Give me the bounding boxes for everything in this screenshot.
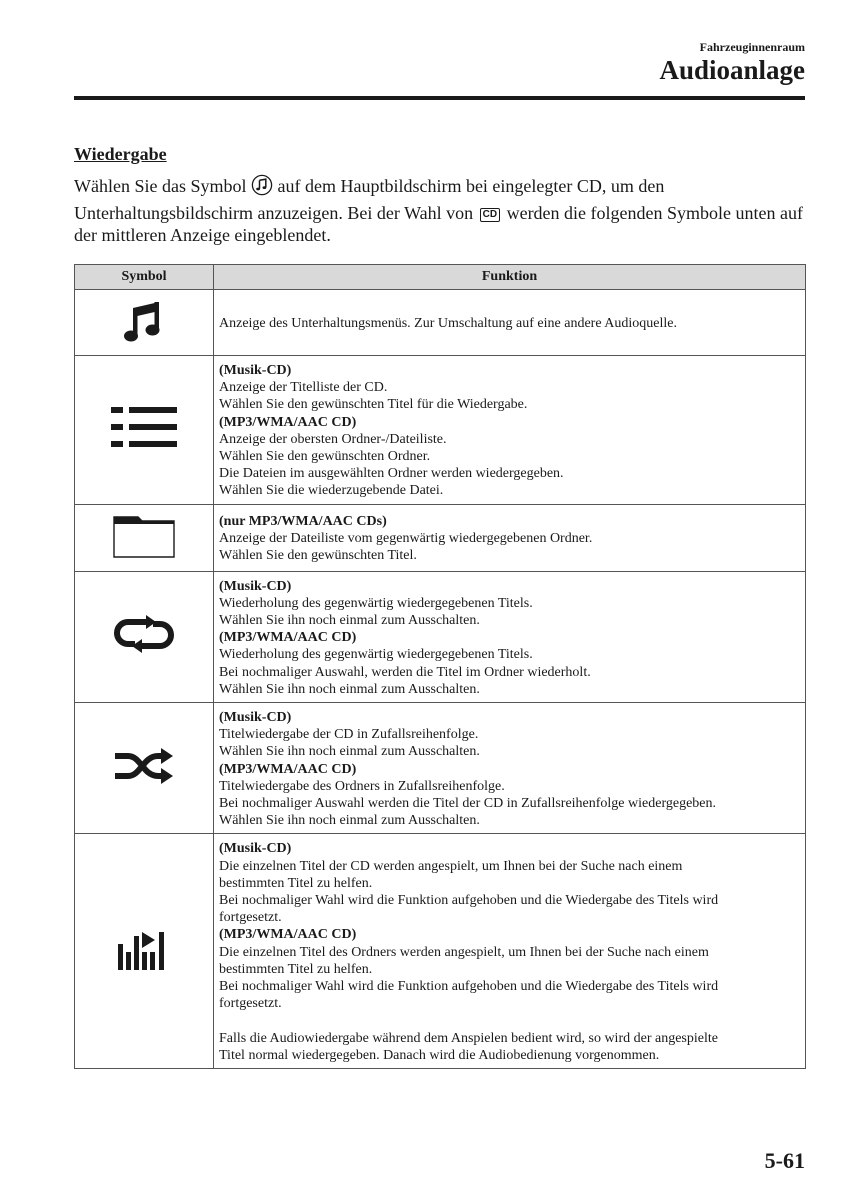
function-text: Wählen Sie den gewünschten Titel für die Wiedergabe. (219, 397, 528, 413)
function-cell (214, 703, 806, 834)
table-row (75, 356, 806, 505)
function-text: Titelwiedergabe des Ordners in Zufallsreihenfolge. (219, 778, 505, 794)
table-row (75, 834, 806, 1068)
function-cell (214, 504, 806, 571)
intro-text-2: auf dem Hauptbildschirm bei eingelegter CD, um den Unterhaltungsbildschirm anzuzeigen. Bei der Wahl von (74, 176, 665, 223)
function-text: Wählen Sie ihn noch einmal zum Ausschalten. (219, 613, 480, 629)
function-subheading: (Musik-CD) (219, 578, 292, 594)
cd-badge: CD (480, 208, 500, 222)
function-text: Anzeige der Dateiliste vom gegenwärtig wiedergegebenen Ordner. (219, 531, 593, 547)
function-subheading: (MP3/WMA/AAC CD) (219, 414, 357, 430)
function-text: Die einzelnen Titel des Ordners werden angespielt, um Ihnen bei der Suche nach einem (219, 944, 709, 960)
function-text: Wählen Sie den gewünschten Ordner. (219, 449, 431, 465)
header-section: Fahrzeuginnenraum (699, 40, 805, 54)
function-text: Bei nochmaliger Auswahl werden die Titel der CD in Zufallsreihenfolge wiedergegeben. (219, 796, 716, 812)
function-text: Wiederholung des gegenwärtig wiedergegebenen Titels. (219, 647, 533, 663)
col-function-header: Funktion (214, 265, 806, 290)
table-row (75, 290, 806, 356)
intro-paragraph (74, 174, 809, 247)
function-subheading: (nur MP3/WMA/AAC CDs) (219, 513, 387, 529)
function-subheading: (Musik-CD) (219, 710, 292, 726)
function-text: fortgesetzt. (219, 910, 282, 926)
function-text: Titelwiedergabe der CD in Zufallsreihenfolge. (219, 727, 479, 743)
function-text: Falls die Audiowiedergabe während dem Anspielen bedient wird, so wird der angespielte (219, 1030, 718, 1046)
function-text: bestimmten Titel zu helfen. (219, 961, 373, 977)
symbol-cell (75, 504, 214, 571)
folder-icon (112, 548, 176, 563)
header-rule (74, 96, 805, 100)
intro-text-3: werden die folgenden Symbole unten auf der mittleren Anzeige eingeblendet. (74, 202, 803, 245)
function-subheading: (MP3/WMA/AAC CD) (219, 761, 357, 777)
function-text: Bei nochmaliger Wahl wird die Funktion aufgehoben und die Wiedergabe des Titels wird (219, 979, 719, 995)
function-text: Wählen Sie ihn noch einmal zum Ausschalten. (219, 744, 480, 760)
shuffle-icon (113, 775, 175, 790)
function-cell (214, 834, 806, 1068)
function-text: Bei nochmaliger Wahl wird die Funktion aufgehoben und die Wiedergabe des Titels wird (219, 893, 719, 909)
music-note-circle-icon (251, 174, 273, 202)
function-cell (214, 290, 806, 356)
intro-text-1: Wählen Sie das Symbol (74, 176, 247, 196)
function-text: Wählen Sie die wiederzugebende Datei. (219, 483, 444, 499)
function-text: Bei nochmaliger Auswahl, werden die Titel im Ordner wiederholt. (219, 664, 591, 680)
function-text: Die Dateien im ausgewählten Ordner werden wiedergegeben. (219, 466, 564, 482)
table-header-row (75, 265, 806, 290)
table-row (75, 703, 806, 834)
table-row (75, 571, 806, 702)
function-text: bestimmten Titel zu helfen. (219, 875, 373, 891)
function-cell (214, 356, 806, 505)
symbol-cell (75, 356, 214, 505)
section-heading: Wiedergabe (74, 144, 167, 164)
symbol-cell (75, 571, 214, 702)
function-text: fortgesetzt. (219, 996, 282, 1012)
function-table (74, 264, 806, 1069)
function-text: Titel normal wiedergegeben. Danach wird die Audiobedienung vorgenommen. (219, 1047, 660, 1063)
music-note-icon (122, 333, 166, 348)
symbol-cell (75, 834, 214, 1068)
symbol-cell (75, 703, 214, 834)
function-text: Wiederholung des gegenwärtig wiedergegebenen Titels. (219, 595, 533, 611)
page-number: 5-61 (764, 1148, 805, 1173)
function-text: Anzeige der Titelliste der CD. (219, 380, 388, 396)
col-symbol-header: Symbol (75, 265, 214, 290)
list-icon (109, 438, 179, 453)
function-text: Die einzelnen Titel der CD werden angespielt, um Ihnen bei der Suche nach einem (219, 858, 683, 874)
page-title: Audioanlage (659, 55, 805, 85)
function-subheading: (MP3/WMA/AAC CD) (219, 927, 357, 943)
function-text (219, 1013, 800, 1030)
repeat-icon (114, 643, 174, 658)
scan-icon (116, 961, 172, 976)
table-row (75, 504, 806, 571)
function-cell (214, 571, 806, 702)
function-subheading: (Musik-CD) (219, 841, 292, 857)
function-text: Anzeige der obersten Ordner-/Dateiliste. (219, 431, 447, 447)
function-subheading: (Musik-CD) (219, 363, 292, 378)
function-text: Wählen Sie ihn noch einmal zum Ausschalten. (219, 813, 480, 829)
symbol-cell (75, 290, 214, 356)
function-text: Anzeige des Unterhaltungsmenüs. Zur Umschaltung auf eine andere Audioquelle. (219, 315, 677, 331)
function-text: Wählen Sie ihn noch einmal zum Ausschalten. (219, 681, 480, 697)
function-subheading: (MP3/WMA/AAC CD) (219, 630, 357, 646)
function-text: Wählen Sie den gewünschten Titel. (219, 548, 417, 564)
